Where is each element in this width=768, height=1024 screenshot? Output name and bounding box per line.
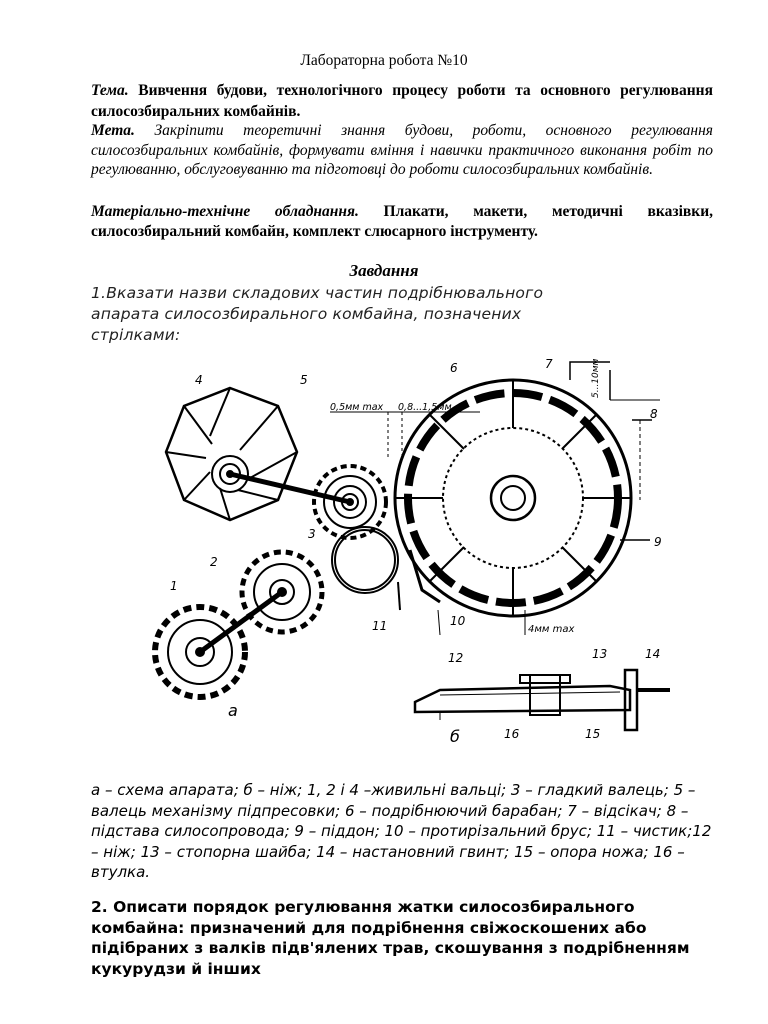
view-b-label: б (450, 727, 460, 746)
label-2: 2 (210, 555, 218, 569)
annotation-gap-05: 0,5мм max (330, 402, 384, 413)
annotation-gap-5-10: 5...10мм (591, 358, 601, 398)
label-14: 14 (645, 647, 661, 661)
label-3: 3 (308, 527, 316, 541)
label-4: 4 (195, 373, 203, 387)
label-11: 11 (372, 619, 388, 633)
materials-text: Плакати, макети, методичні вказівки, силосозбиральний комбайн, комплект слюсарного інструменту. (91, 203, 714, 240)
view-a-label: а (228, 701, 238, 720)
label-15: 15 (585, 727, 601, 741)
topic-paragraph (91, 80, 713, 122)
label-10: 10 (450, 614, 466, 628)
goal-label: Мета. (91, 122, 135, 139)
lab-title: Лабораторна робота №10 (300, 52, 468, 69)
annotation-gap-4: 4мм max (528, 624, 575, 635)
knife-assembly (415, 670, 670, 730)
label-7: 7 (545, 357, 553, 371)
apparatus-diagram (140, 340, 680, 750)
label-16: 16 (504, 727, 520, 741)
label-9: 9 (654, 535, 662, 549)
chopping-drum-6 (395, 380, 631, 616)
goal-text: Закріпити теоретичні знання будови, роботи, основного регулювання силосозбиральних комбайнів, формувати вміння і навички практичного виконання робіт по регулюванню, обслуговуванню та підготовці до роботи силосозбиральних комбайнів. (91, 122, 713, 178)
goal-paragraph (91, 121, 713, 180)
label-1: 1 (170, 579, 178, 593)
materials-label: Матеріально-технічне обладнання. (91, 203, 359, 220)
feed-roller-4 (166, 388, 297, 520)
label-8: 8 (650, 407, 658, 421)
label-6: 6 (450, 361, 458, 375)
task-title: Завдання (349, 261, 419, 280)
figure-legend: а – схема апарата; б – ніж; 1, 2 і 4 –живильні вальці; 3 – гладкий валець; 5 – валець механізму підпресовки; 6 – подрібнюючий барабан; 7 – відсікач; 8 – підстава силосопровода; 9 – піддон; 10 – протирізальний брус; 11 – чистик;12 – ніж; 13 – стопорна шайба; 14 – настановний гвинт; 15 – опора ножа; 16 – втулка. (91, 781, 712, 881)
topic-label: Тема. (91, 82, 129, 99)
materials-paragraph (91, 202, 713, 242)
task-item-2: 2. Описати порядок регулювання жатки силосозбирального комбайна: призначений для подрібнення свіжоскошених або підібраних з валків підв'ялених трав, скошування з подрібненням кукурудзи й інших (91, 898, 690, 978)
task-item-1: 1.Вказати назви складових частин подрібнювального апарата силосозбирального комбайна, позначених стрілками: (91, 284, 544, 344)
label-12: 12 (448, 651, 464, 665)
label-13: 13 (592, 647, 608, 661)
topic-text: Вивчення будови, технологічного процесу роботи та основного регулювання силосозбиральних комбайнів. (91, 82, 713, 120)
label-5: 5 (300, 373, 308, 387)
annotation-gap-08-15: 0,8...1,5мм (398, 402, 452, 413)
